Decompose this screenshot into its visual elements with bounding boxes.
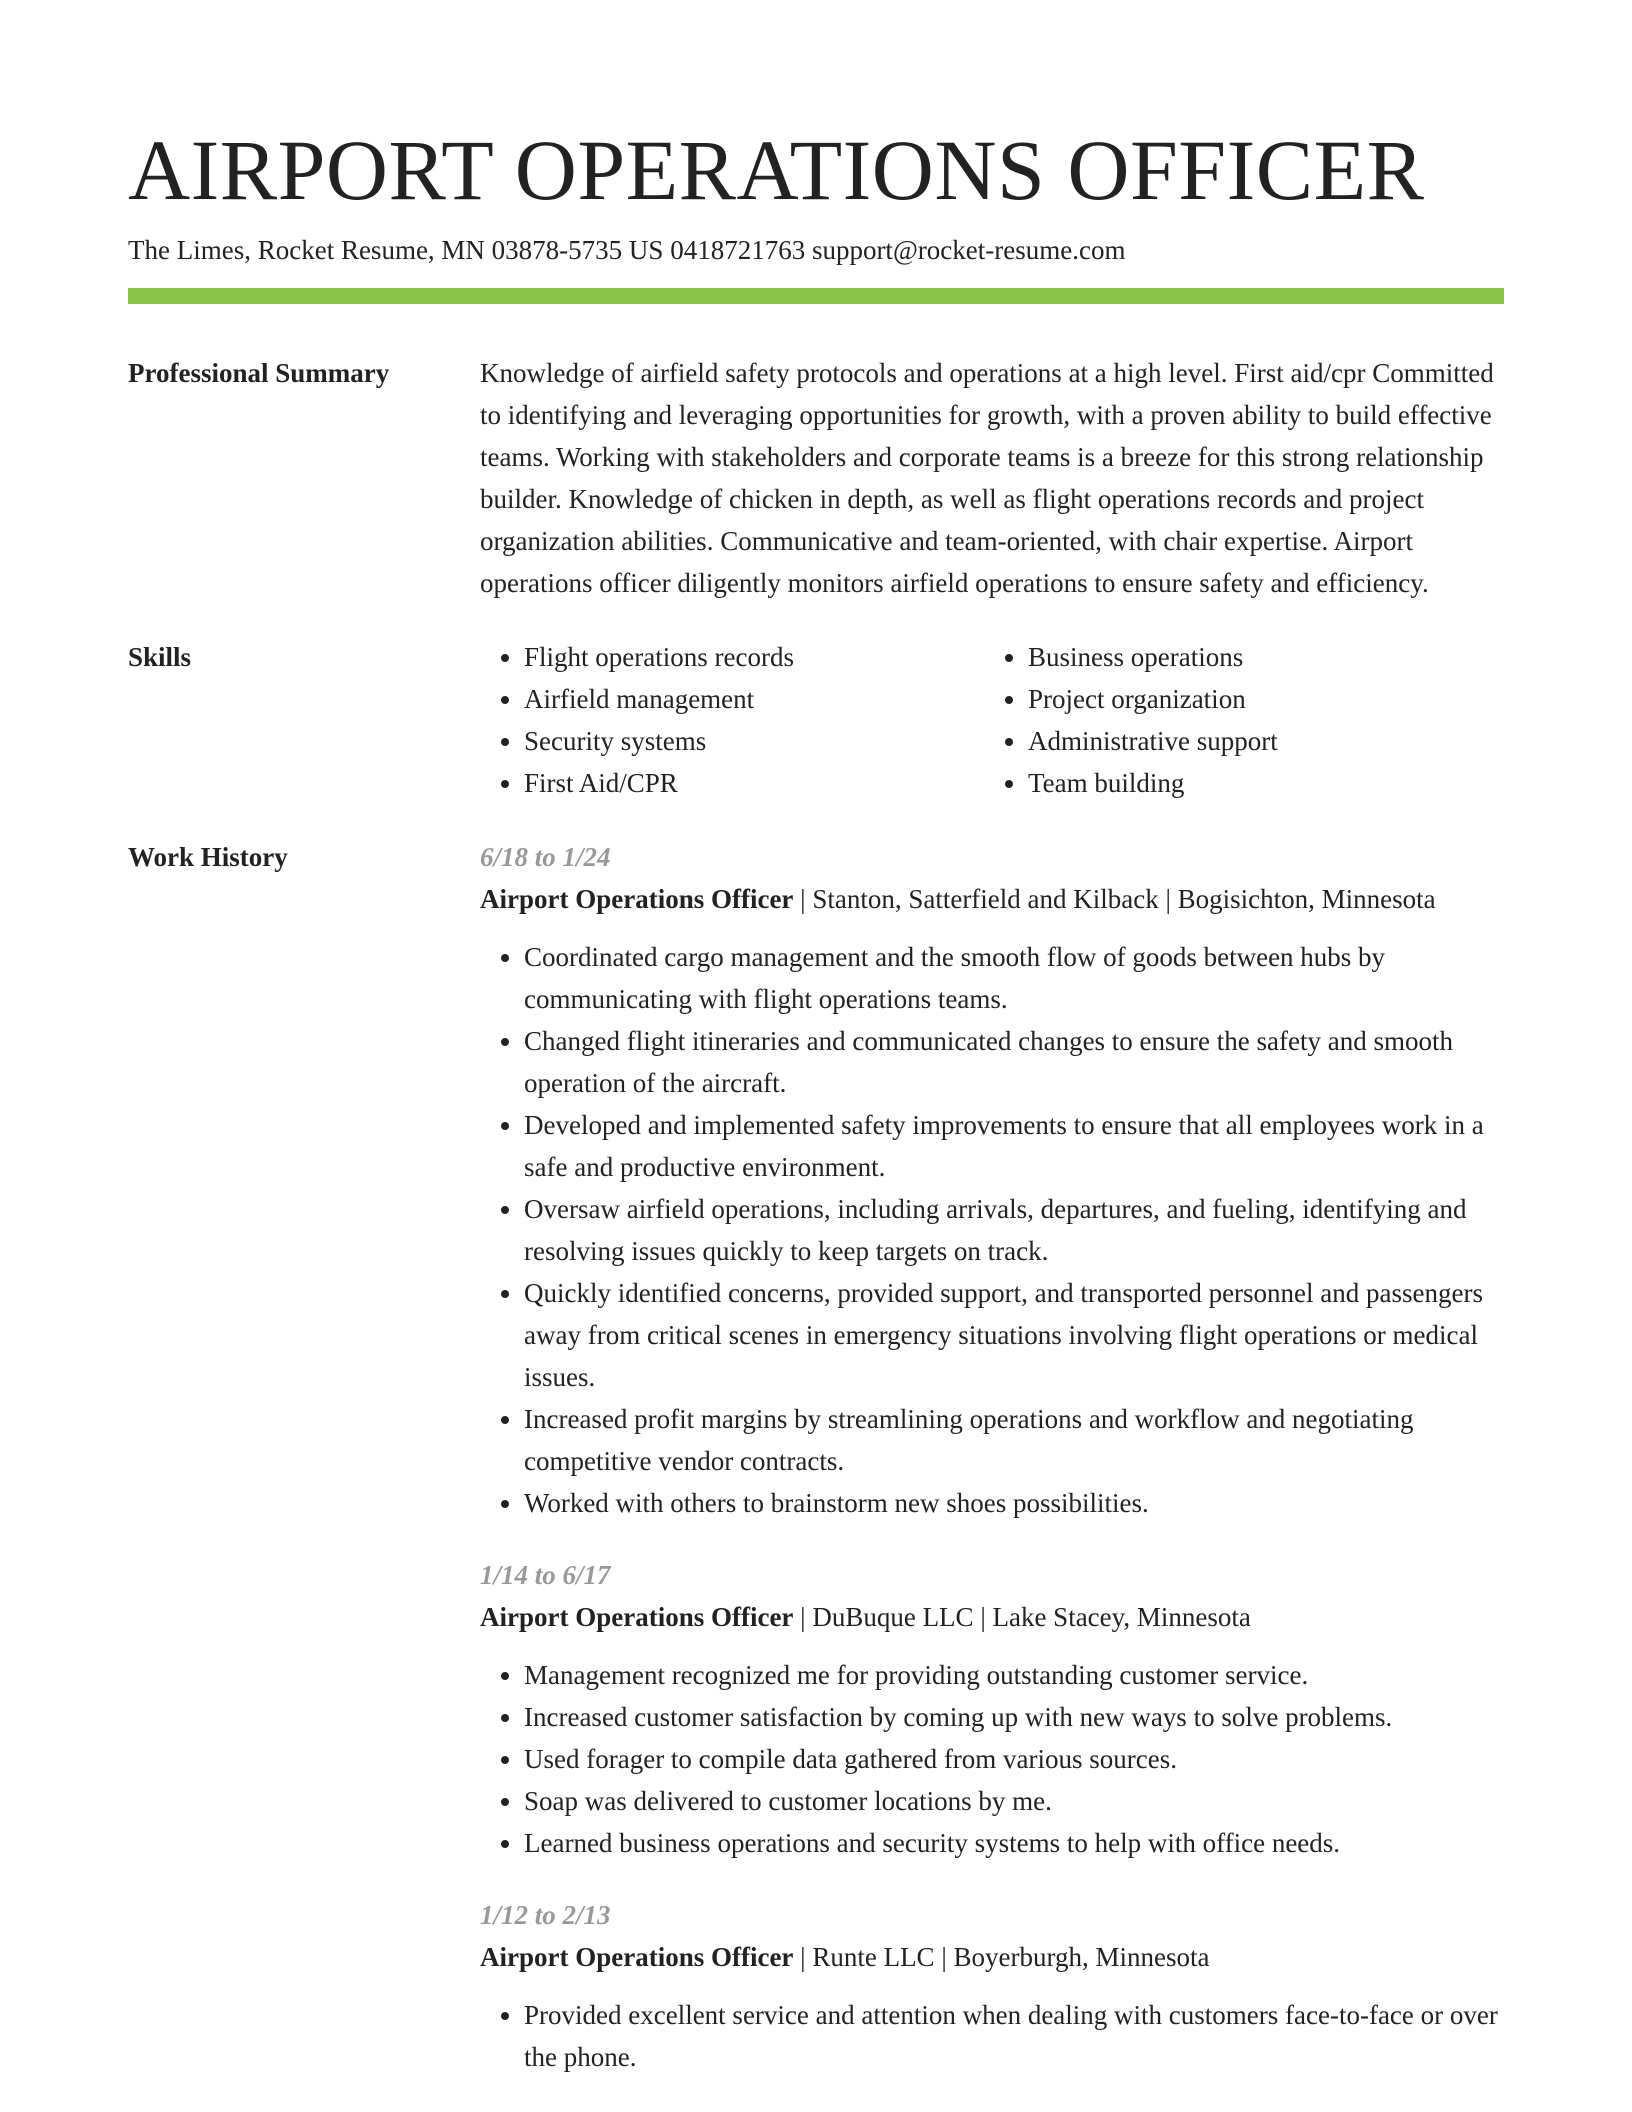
summary-section: [128, 352, 1504, 604]
duty-item: • Worked with others to brainstorm new shoes possibilities.: [524, 1482, 1504, 1524]
header-divider: [128, 288, 1504, 304]
job-entry: [480, 1894, 1504, 2078]
job-employer-location: | DuBuque LLC | Lake Stacey, Minnesota: [793, 1602, 1251, 1632]
duty-item: • Provided excellent service and attention when dealing with customers face-to-face or over the phone.: [524, 1994, 1504, 2078]
skill-item: • First Aid/CPR: [524, 762, 984, 804]
job-heading: [480, 878, 1504, 920]
job-title: Airport Operations Officer: [480, 884, 794, 914]
duty-item: • Management recognized me for providing outstanding customer service.: [524, 1654, 1504, 1696]
skill-item: • Team building: [1028, 762, 1278, 804]
duty-item: • Increased customer satisfaction by coming up with new ways to solve problems.: [524, 1696, 1504, 1738]
job-entry: [480, 836, 1504, 1524]
skills-section: [128, 636, 1504, 804]
job-dates: 1/14 to 6/17: [480, 1560, 611, 1590]
section-heading: Work History: [128, 842, 288, 872]
skill-item: • Airfield management: [524, 678, 984, 720]
skills-list-right: [984, 636, 1278, 804]
candidate-name: AIRPORT OPERATIONS OFFICER: [128, 122, 1425, 218]
job-dates: 1/12 to 2/13: [480, 1900, 611, 1930]
job-dates: 6/18 to 1/24: [480, 842, 611, 872]
duty-item: • Increased profit margins by streamlining operations and workflow and negotiating competitive vendor contracts.: [524, 1398, 1504, 1482]
skill-item: • Business operations: [1028, 636, 1278, 678]
job-duties: [480, 1654, 1504, 1864]
job-title: Airport Operations Officer: [480, 1602, 794, 1632]
summary-text: Knowledge of airfield safety protocols and operations at a high level. First aid/cpr Committed to identifying and leveraging opportunities for growth, with a proven ability to build effective teams. Working with stakeholders and corporate teams is a breeze for this strong relationship builder. Knowledge of chicken in depth, as well as flight operations records and project organization abilities. Communicative and team-oriented, with chair expertise. Airport operations officer diligently monitors airfield operations to ensure safety and efficiency.: [480, 358, 1494, 598]
job-title: Airport Operations Officer: [480, 1942, 794, 1972]
job-employer-location: | Runte LLC | Boyerburgh, Minnesota: [793, 1942, 1210, 1972]
job-duties: [480, 1994, 1504, 2078]
contact-line: The Limes, Rocket Resume, MN 03878-5735 US 0418721763 support@rocket-resume.com: [128, 235, 1126, 265]
skills-columns: [480, 636, 1504, 804]
job-entry: [480, 1554, 1504, 1864]
skill-item: • Administrative support: [1028, 720, 1278, 762]
section-heading: Skills: [128, 642, 192, 672]
work-history-section: [128, 836, 1504, 2078]
skill-item: • Project organization: [1028, 678, 1278, 720]
duty-item: • Developed and implemented safety improvements to ensure that all employees work in a safe and productive environment.: [524, 1104, 1504, 1188]
section-heading: Professional Summary: [128, 358, 390, 388]
job-employer-location: | Stanton, Satterfield and Kilback | Bogisichton, Minnesota: [793, 884, 1436, 914]
resume-page: [128, 118, 1504, 2078]
job-duties: [480, 936, 1504, 1524]
skills-list-left: [480, 636, 984, 804]
duty-item: • Oversaw airfield operations, including arrivals, departures, and fueling, identifying and resolving issues quickly to keep targets on track.: [524, 1188, 1504, 1272]
skill-item: • Security systems: [524, 720, 984, 762]
duty-item: • Changed flight itineraries and communicated changes to ensure the safety and smooth operation of the aircraft.: [524, 1020, 1504, 1104]
duty-item: • Coordinated cargo management and the smooth flow of goods between hubs by communicating with flight operations teams.: [524, 936, 1504, 1020]
duty-item: • Quickly identified concerns, provided support, and transported personnel and passengers away from critical scenes in emergency situations involving flight operations or medical issues.: [524, 1272, 1504, 1398]
skill-item: • Flight operations records: [524, 636, 984, 678]
job-heading: [480, 1936, 1504, 1978]
duty-item: • Used forager to compile data gathered from various sources.: [524, 1738, 1504, 1780]
duty-item: • Soap was delivered to customer locations by me.: [524, 1780, 1504, 1822]
job-heading: [480, 1596, 1504, 1638]
duty-item: • Learned business operations and security systems to help with office needs.: [524, 1822, 1504, 1864]
